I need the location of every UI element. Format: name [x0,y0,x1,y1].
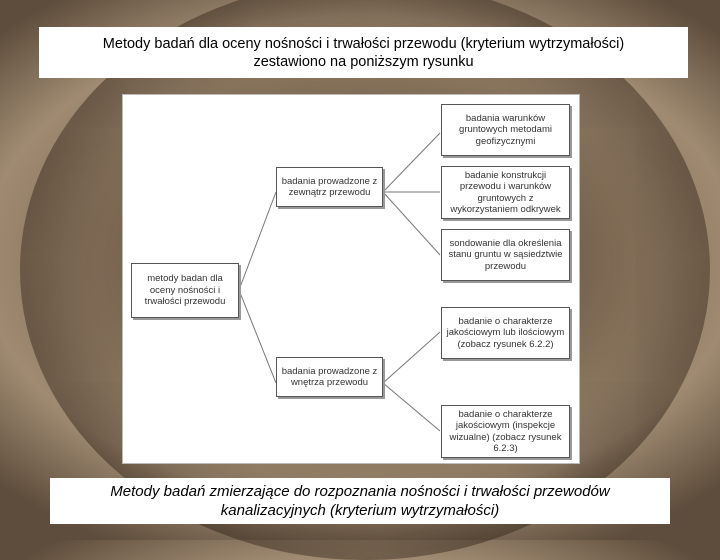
node-outside [276,167,383,207]
node-leaf-geophysical [441,104,570,156]
connector-outside-leaf3 [383,192,440,255]
connector-inside-leaf5 [383,383,440,431]
caption-line-2: kanalizacyjnych (kryterium wytrzymałości) [220,502,500,519]
node-outside-label: badania prowadzone z zewnątrz przewodu [281,175,378,198]
node-inside-label: badania prowadzone z wnętrza przewodu [281,365,378,388]
node-leaf-3-label: sondowanie dla określenia stanu gruntu w sąsiedztwie przewodu [448,237,563,272]
slide-caption [50,478,670,524]
connector-outside-leaf1 [383,133,440,192]
node-leaf-5-label: badanie o charakterze jakościowym (inspekcje wizualne) (zobacz rysunek 6.2.3) [449,408,562,454]
node-leaf-quantitative [441,307,570,359]
slide-title [39,27,688,78]
title-line-1: Metody badań dla oceny nośności i trwałości przewodu (kryterium wytrzymałości) [102,36,625,52]
connector-root-inside [239,290,276,383]
connector-root-outside [239,192,276,290]
node-leaf-excavation [441,166,570,219]
node-leaf-4-label: badanie o charakterze jakościowym lub ilościowym (zobacz rysunek 6.2.2) [446,315,565,350]
connector-inside-leaf4 [383,332,440,383]
caption-line-1: Metody badań zmierzające do rozpoznania nośności i trwałości przewodów [110,483,610,500]
methods-diagram [122,94,580,464]
node-leaf-visual [441,405,570,458]
node-root-label: metody badan dla oceny nośności i trwałości przewodu [144,273,226,308]
title-line-2: zestawiono na poniższym rysunku [253,54,474,70]
node-leaf-1-label: badania warunków gruntowych metodami geofizycznymi [459,112,552,147]
node-inside [276,357,383,397]
node-root [131,263,239,318]
node-leaf-2-label: badanie konstrukcji przewodu i warunków gruntowych z wykorzystaniem odkrywek [450,169,561,215]
node-leaf-sounding [441,229,570,281]
